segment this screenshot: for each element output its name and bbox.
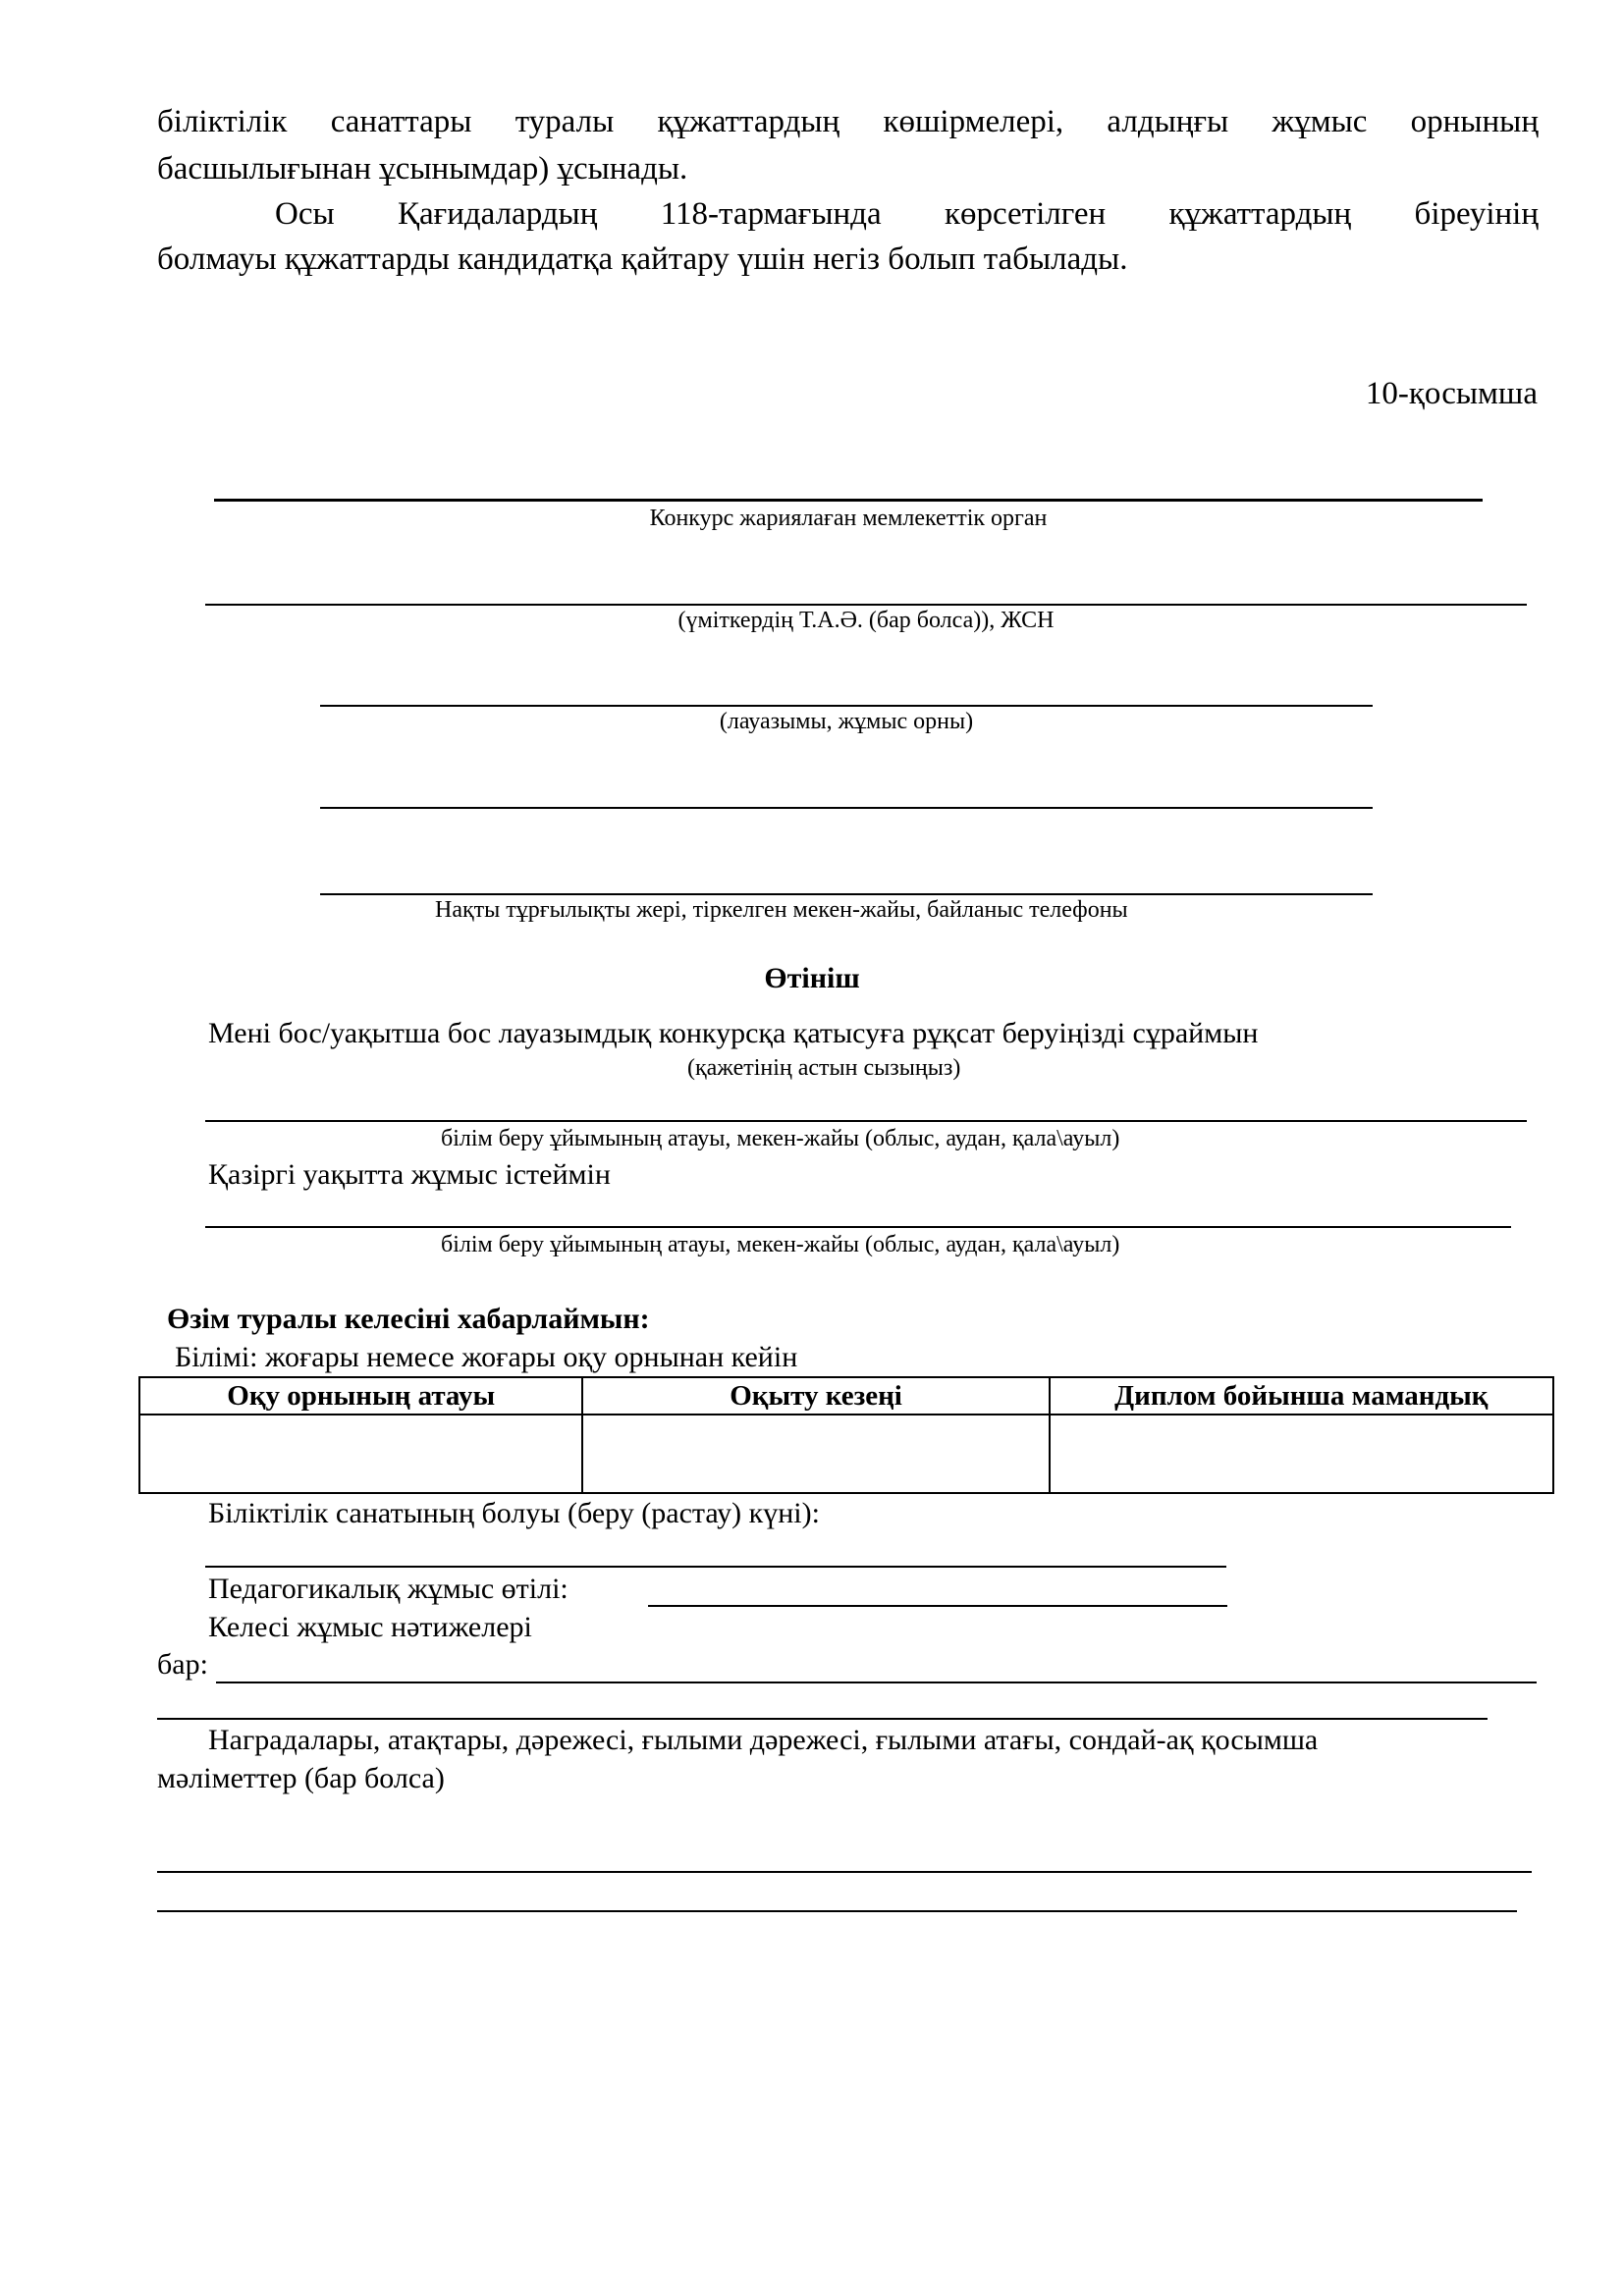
awards-line-1: Наградалары, атақтары, дәрежесі, ғылыми дәрежесі, ғылыми атағы, сондай-ақ қосымша — [208, 1724, 1319, 1756]
intro-line-1: біліктілік санаттары туралы құжаттардың көшірмелері, алдыңғы жұмыс орнының — [157, 104, 1539, 139]
org-caption: Конкурс жариялаған мемлекеттік орган — [649, 506, 1048, 531]
qualification-label: Біліктілік санатының болуы (беру (растау) күні): — [208, 1497, 820, 1529]
intro-line-2: басшылығынан ұсынымдар) ұсынады. — [157, 151, 688, 187]
education-table — [138, 1376, 1554, 1494]
results-line-1[interactable] — [216, 1682, 1537, 1683]
position-line[interactable] — [320, 705, 1373, 707]
about-heading: Өзім туралы келесіні хабарлаймын: — [167, 1303, 650, 1335]
currently-working-label: Қазіргі уақытта жұмыс істеймін — [208, 1158, 611, 1191]
awards-line-blank-1[interactable] — [157, 1871, 1532, 1873]
request-hint: (қажетінің астын сызыңыз) — [687, 1055, 961, 1081]
name-caption: (үміткердің Т.А.Ә. (бар болса)), ЖСН — [677, 608, 1055, 633]
address-line-2[interactable] — [320, 893, 1373, 895]
target-org-line[interactable] — [205, 1120, 1527, 1122]
name-line[interactable] — [205, 604, 1527, 606]
qualification-line[interactable] — [205, 1566, 1226, 1568]
target-org-caption: білім беру ұйымының атауы, мекен-жайы (облыс, аудан, қала\ауыл) — [441, 1126, 1120, 1151]
form-title: Өтініш — [764, 962, 860, 994]
address-caption: Нақты тұрғылықты жері, тіркелген мекен-жайы, байланыс телефоны — [435, 897, 1128, 923]
results-line-2[interactable] — [157, 1718, 1488, 1720]
current-org-line[interactable] — [205, 1226, 1511, 1228]
awards-line-2: мәліметтер (бар болса) — [157, 1762, 445, 1794]
experience-line[interactable] — [648, 1605, 1227, 1607]
appendix-label: 10-қосымша — [1365, 376, 1538, 411]
intro-line-4: болмауы құжаттарды кандидатқа қайтару үшін негіз болып табылады. — [157, 241, 1128, 277]
results-prefix: бар: — [157, 1648, 208, 1681]
position-caption: (лауазымы, жұмыс орны) — [719, 709, 974, 734]
org-line[interactable] — [214, 499, 1483, 502]
awards-line-blank-2[interactable] — [157, 1910, 1517, 1912]
table-header-row — [139, 1377, 1553, 1415]
table-cell-specialty[interactable] — [1050, 1415, 1553, 1493]
results-label: Келесі жұмыс нәтижелері — [208, 1611, 532, 1643]
table-header-period: Оқыту кезеңі — [582, 1377, 1049, 1415]
table-cell-period[interactable] — [582, 1415, 1049, 1493]
education-label: Білімі: жоғары немесе жоғары оқу орнынан кейін — [175, 1341, 798, 1373]
table-header-institution: Оқу орнының атауы — [139, 1377, 582, 1415]
table-cell-institution[interactable] — [139, 1415, 582, 1493]
table-header-specialty: Диплом бойынша мамандық — [1050, 1377, 1553, 1415]
table-row — [139, 1415, 1553, 1493]
experience-label: Педагогикалық жұмыс өтілі: — [208, 1573, 568, 1605]
intro-line-3: Осы Қағидалардың 118-тармағында көрсетілген құжаттардың біреуінің — [275, 196, 1539, 232]
request-text: Мені бос/уақытша бос лауазымдық конкурсқа қатысуға рұқсат беруіңізді сұраймын — [208, 1017, 1259, 1049]
current-org-caption: білім беру ұйымының атауы, мекен-жайы (облыс, аудан, қала\ауыл) — [441, 1232, 1120, 1257]
address-line-1[interactable] — [320, 807, 1373, 809]
